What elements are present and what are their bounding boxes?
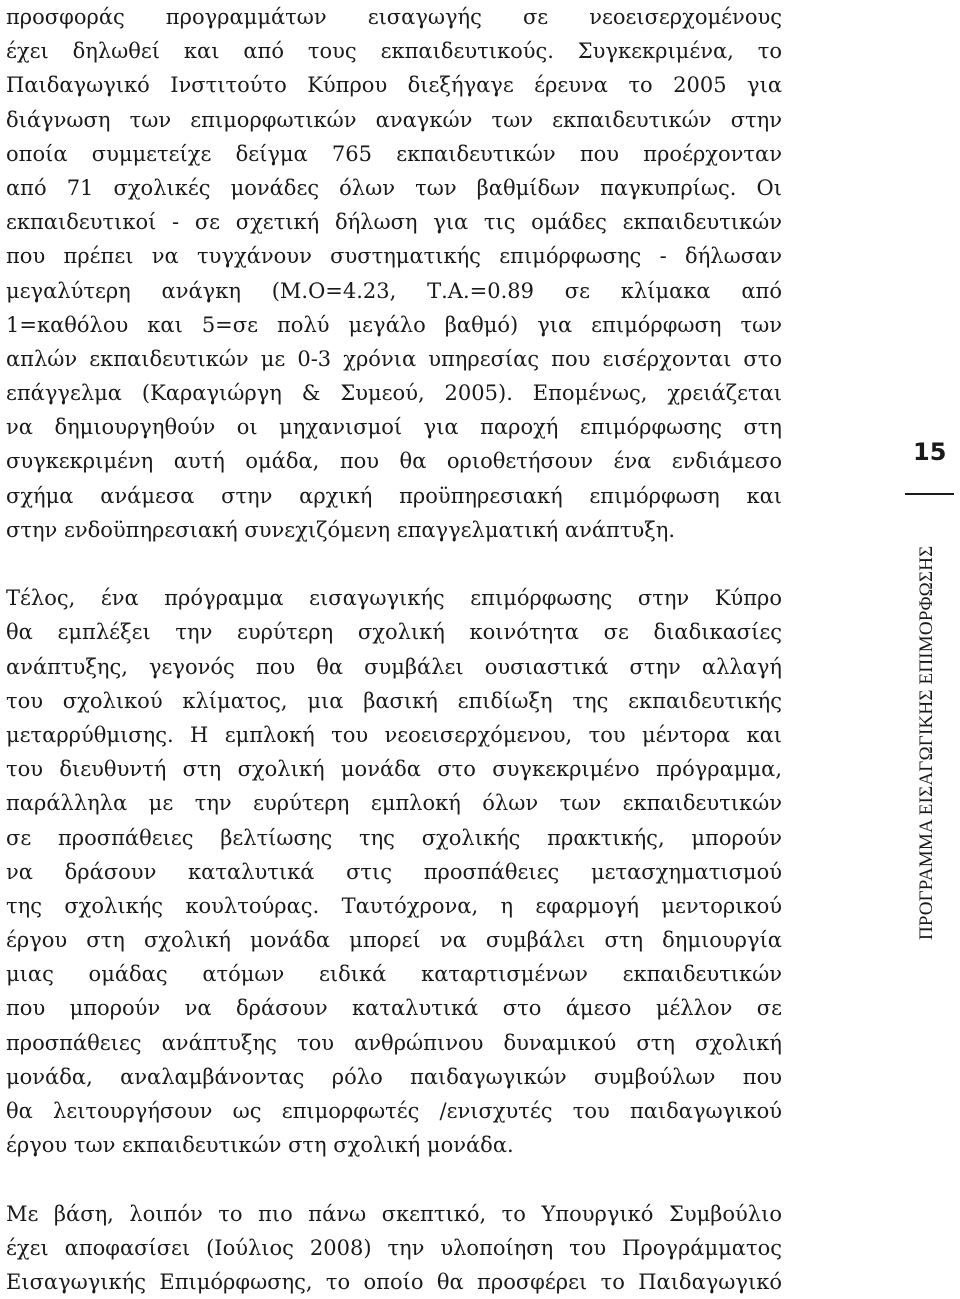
text-line: Παιδαγωγικό Ινστιτούτο Κύπρου διεξήγαγε έρευνα το 2005 για xyxy=(6,73,782,98)
text-line: επάγγελμα (Καραγιώργη & Συμεού, 2005). Επομένως, χρειάζεται xyxy=(6,381,782,406)
text-line: να δράσουν καταλυτικά στις προσπάθειες μετασχηματισμού xyxy=(6,859,782,884)
page-number-rule xyxy=(905,493,954,495)
text-line: στην ενδοϋπηρεσιακή συνεχιζόμενη επαγγελματική ανάπτυξη. xyxy=(6,517,676,542)
text-line: οποία συμμετείχε δείγμα 765 εκπαιδευτικών που προέρχονταν xyxy=(6,141,782,166)
text-line: μεγαλύτερη ανάγκη (Μ.Ο=4.23, Τ.Α.=0.89 σε κλίμακα από xyxy=(6,278,782,303)
text-line: που μπορούν να δράσουν καταλυτικά στο άμεσο μέλλον σε xyxy=(6,996,782,1021)
text-line: παράλληλα με την ευρύτερη εμπλοκή όλων των εκπαιδευτικών xyxy=(6,791,782,816)
running-title: ΠΡΟΓΡΑΜΜΑ ΕΙΣΑΓΩΓΙΚΗΣ ΕΠΙΜΟΡΦΩΣΗΣ xyxy=(916,545,937,940)
text-line: θα λειτουργήσουν ως επιμορφωτές /ενισχυτές του παιδαγωγικού xyxy=(6,1099,782,1123)
text-line: θα εμπλέξει την ευρύτερη σχολική κοινότητα σε διαδικασίες xyxy=(6,620,782,645)
text-line: διάγνωση των επιμορφωτικών αναγκών των εκπαιδευτικών στην xyxy=(6,107,782,132)
text-line: της σχολικής κουλτούρας. Ταυτόχρονα, η εφαρμογή μεντορικού xyxy=(6,893,782,918)
text-line: σε προσπάθειες βελτίωσης της σχολικής πρακτικής, μπορούν xyxy=(6,825,782,850)
text-line: προσπάθειες ανάπτυξης του ανθρώπινου δυναμικού στη σχολική xyxy=(6,1030,782,1055)
body-text xyxy=(6,0,782,1299)
text-line: σχήμα ανάμεσα στην αρχική προϋπηρεσιακή επιμόρφωση και xyxy=(6,483,782,508)
text-line: ανάπτυξης, γεγονός που θα συμβάλει ουσιαστικά στην αλλαγή xyxy=(6,654,782,679)
text-line: Με βάση, λοιπόν το πιο πάνω σκεπτικό, το Υπουργικό Συμβούλιο xyxy=(6,1201,782,1226)
text-line: έχει αποφασίσει (Ιούλιος 2008) την υλοποίηση του Προγράμματος xyxy=(6,1235,782,1260)
text-line: εκπαιδευτικοί - σε σχετική δήλωση για τις ομάδες εκπαιδευτικών xyxy=(6,210,782,235)
text-line: προσφοράς προγραμμάτων εισαγωγής σε νεοεισερχομένους xyxy=(6,5,782,29)
text-line: να δημιουργηθούν οι μηχανισμοί για παροχή επιμόρφωσης στη xyxy=(6,415,782,440)
text-line: του σχολικού κλίματος, μια βασική επιδίωξη της εκπαιδευτικής xyxy=(6,688,782,713)
text-line: μιας ομάδας ατόμων ειδικά καταρτισμένων εκπαιδευτικών xyxy=(6,962,782,987)
text-line: μεταρρύθμισης. Η εμπλοκή του νεοεισερχόμενου, του μέντορα και xyxy=(6,722,782,747)
text-line: Εισαγωγικής Επιμόρφωσης, το οποίο θα προσφέρει το Παιδαγωγικό xyxy=(6,1269,782,1294)
page-number: 15 xyxy=(913,438,947,466)
text-line: του διευθυντή στη σχολική μονάδα στο συγκεκριμένο πρόγραμμα, xyxy=(6,757,782,782)
text-line: έχει δηλωθεί και από τους εκπαιδευτικούς. Συγκεκριμένα, το xyxy=(6,39,782,64)
paragraph-1 xyxy=(6,0,782,547)
text-line: που πρέπει να τυγχάνουν συστηματικής επιμόρφωσης - δήλωσαν xyxy=(6,244,782,269)
text-line: Τέλος, ένα πρόγραμμα εισαγωγικής επιμόρφωσης στην Κύπρο xyxy=(6,586,782,611)
text-line: από 71 σχολικές μονάδες όλων των βαθμίδων παγκυπρίως. Οι xyxy=(6,175,782,200)
paragraph-3 xyxy=(6,1197,782,1299)
paragraph-gap xyxy=(6,547,782,581)
text-line: απλών εκπαιδευτικών με 0-3 χρόνια υπηρεσίας που εισέρχονται στο xyxy=(6,346,782,371)
text-line: μονάδα, αναλαμβάνοντας ρόλο παιδαγωγικών συμβούλων που xyxy=(6,1064,782,1089)
text-line: 1=καθόλου και 5=σε πολύ μεγάλο βαθμό) για επιμόρφωση των xyxy=(6,312,782,337)
paragraph-2 xyxy=(6,581,782,1162)
text-line: έργου των εκπαιδευτικών στη σχολική μονάδα. xyxy=(6,1133,514,1158)
paragraph-gap xyxy=(6,1162,782,1196)
text-line: έργου στη σχολική μονάδα μπορεί να συμβάλει στη δημιουργία xyxy=(6,928,782,953)
text-line: συγκεκριμένη αυτή ομάδα, που θα οριοθετήσουν ένα ενδιάμεσο xyxy=(6,449,782,474)
